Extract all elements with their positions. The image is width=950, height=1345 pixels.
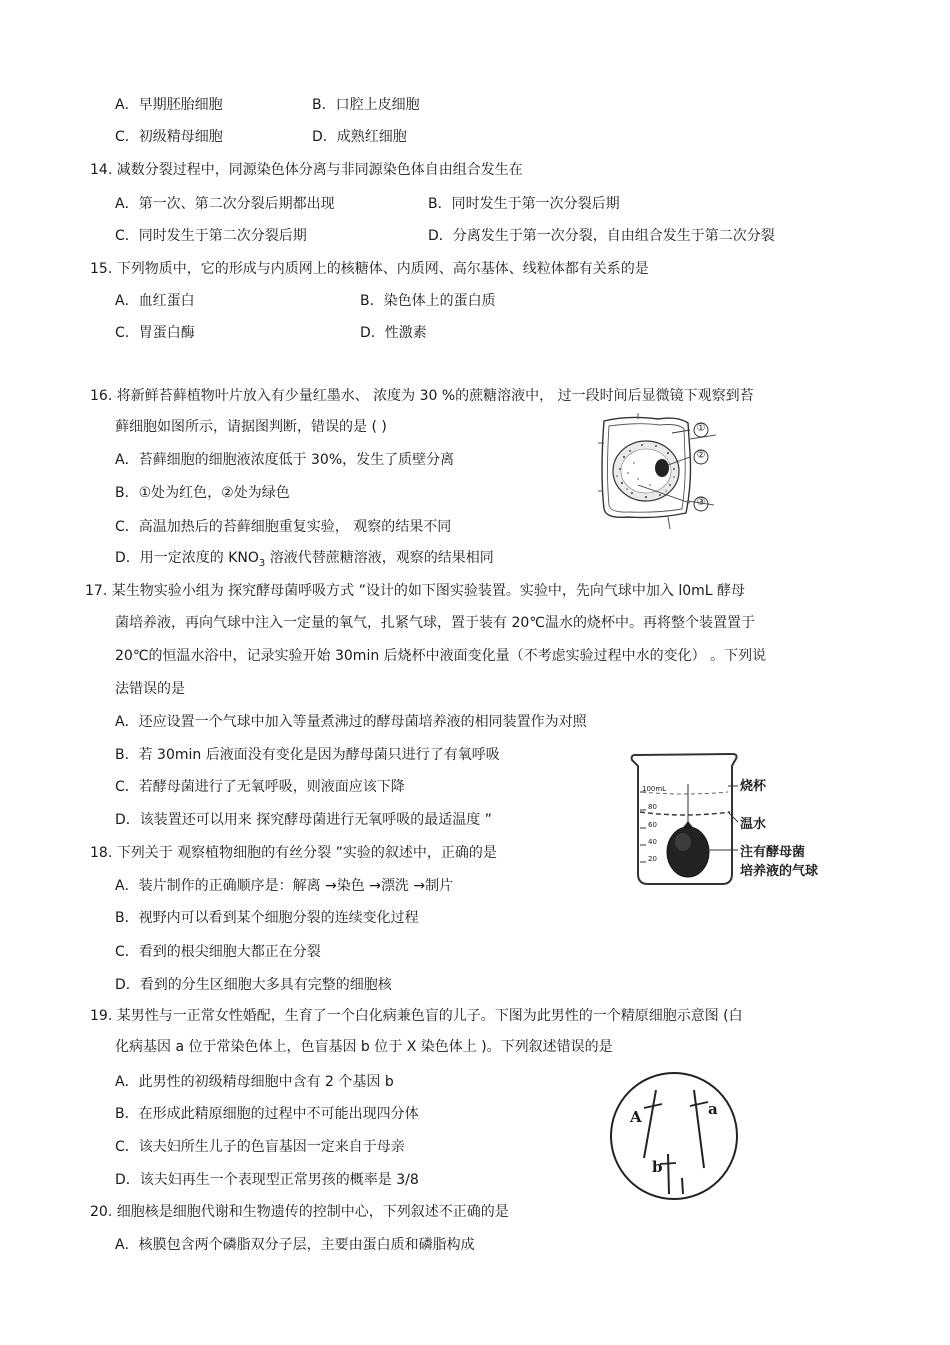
q17-stem-line2: 菌培养液，再向气球中注入一定量的氧气，扎紧气球，置于装有 20℃温水的烧杯中。再将整个装置置于 [115, 615, 755, 631]
q17-stem-line1: 17. 某生物实验小组为 探究酵母菌呼吸方式 ”设计的如下图实验装置。实验中，先向气球中加入 l0mL 酵母 [85, 583, 746, 599]
q16-option-d: D．用一定浓度的 $KNO_3$ 溶液代替蔗糖溶液，观察的结果相同 [115, 550, 494, 569]
q17-option-d: D．该装置还可以用来 探究酵母菌进行无氧呼吸的最适温度 ” [115, 812, 492, 828]
q19-option-b: B．在形成此精原细胞的过程中不可能出现四分体 [115, 1106, 419, 1122]
label-beaker: 烧杯 [740, 779, 767, 794]
q15-stem: 15. 下列物质中，它的形成与内质网上的核糖体、内质网、高尔基体、线粒体都有关系的是 [90, 261, 649, 277]
q16-stem-line2: 藓细胞如图所示，请据图判断，错误的是 ( ) [115, 419, 387, 435]
q17-option-c: C．若酵母菌进行了无氧呼吸，则液面应该下降 [115, 779, 405, 795]
q19-stem-line2: 化病基因 a 位于常染色体上，色盲基因 b 位于 X 染色体上 )。下列叙述错误的是 [115, 1039, 613, 1055]
scale-60: 60 [648, 821, 657, 829]
q19-option-d: D．该夫妇再生一个表现型正常男孩的概率是 3/8 [115, 1172, 419, 1188]
q18-option-d: D．看到的分生区细胞大多具有完整的细胞核 [115, 977, 392, 993]
scale-80: 80 [648, 803, 657, 811]
q14-option-c: C．同时发生于第二次分裂后期 [115, 228, 307, 244]
q18-option-c: C．看到的根尖细胞大都正在分裂 [115, 944, 321, 960]
q17-option-b: B．若 30min 后液面没有变化是因为酵母菌只进行了有氧呼吸 [115, 747, 500, 763]
q13-option-b: B．口腔上皮细胞 [312, 97, 420, 113]
q19-stem-line1: 19. 某男性与一正常女性婚配，生育了一个白化病兼色盲的儿子。下图为此男性的一个精原细胞示意图 (白 [90, 1008, 743, 1024]
q13-option-d: D．成熟红细胞 [312, 129, 407, 145]
gene-a: a [708, 1100, 718, 1118]
scale-40: 40 [648, 838, 657, 846]
q18-option-b: B．视野内可以看到某个细胞分裂的连续变化过程 [115, 910, 419, 926]
q18-stem: 18. 下列关于 观察植物细胞的有丝分裂 ”实验的叙述中，正确的是 [90, 845, 497, 861]
q18-option-a: A．装片制作的正确顺序是：解离 →染色 →漂洗 →制片 [115, 878, 454, 894]
q20-stem: 20. 细胞核是细胞代谢和生物遗传的控制中心，下列叙述不正确的是 [90, 1204, 509, 1220]
label-balloon-2: 培养液的气球 [740, 864, 819, 879]
label-balloon-1: 注有酵母菌 [740, 845, 806, 860]
q16-stem-line1: 16. 将新鲜苔藓植物叶片放入有少量红墨水、 浓度为 30 %的蔗糖溶液中， 过一段时间后显微镜下观察到苔 [90, 388, 754, 404]
q14-stem: 14. 减数分裂过程中，同源染色体分离与非同源染色体自由组合发生在 [90, 162, 523, 178]
spermatogonium-figure [608, 1070, 742, 1204]
marker-2: ② [696, 450, 706, 461]
q16-option-c: C．高温加热后的苔藓细胞重复实验， 观察的结果不同 [115, 519, 452, 535]
moss-cell-figure [598, 413, 716, 529]
label-warm-water: 温水 [740, 817, 767, 832]
q17-stem-line4: 法错误的是 [115, 681, 185, 697]
q17-stem-line3: 20℃的恒温水浴中，记录实验开始 30min 后烧杯中液面变化量（不考虑实验过程中水的变化） 。下列说 [115, 648, 767, 664]
beaker-figure [628, 752, 819, 888]
q14-option-d: D．分离发生于第一次分裂，自由组合发生于第二次分裂 [428, 228, 775, 244]
marker-3: ③ [696, 497, 706, 508]
q14-option-a: A．第一次、第二次分裂后期都出现 [115, 196, 335, 212]
q20-option-a: A．核膜包含两个磷脂双分子层，主要由蛋白质和磷脂构成 [115, 1237, 475, 1253]
q19-option-a: A．此男性的初级精母细胞中含有 2 个基因 b [115, 1074, 394, 1090]
q17-option-a: A．还应设置一个气球中加入等量煮沸过的酵母菌培养液的相同装置作为对照 [115, 714, 587, 730]
gene-b: b [652, 1158, 663, 1176]
scale-20: 20 [648, 855, 657, 863]
q15-option-a: A．血红蛋白 [115, 293, 195, 309]
gene-A: A [630, 1108, 642, 1126]
q15-option-d: D．性激素 [360, 325, 427, 341]
q16-option-b: B．①处为红色，②处为绿色 [115, 485, 290, 501]
marker-1: ① [696, 423, 706, 434]
q16-option-a: A．苔藓细胞的细胞液浓度低于 30%，发生了质壁分离 [115, 452, 455, 468]
scale-100ml: 100mL [642, 785, 667, 793]
q14-option-b: B．同时发生于第一次分裂后期 [428, 196, 620, 212]
q13-option-c: C．初级精母细胞 [115, 129, 223, 145]
q15-option-b: B．染色体上的蛋白质 [360, 293, 496, 309]
q15-option-c: C．胃蛋白酶 [115, 325, 195, 341]
q19-option-c: C．该夫妇所生儿子的色盲基因一定来自于母亲 [115, 1139, 405, 1155]
q13-option-a: A．早期胚胎细胞 [115, 97, 223, 113]
